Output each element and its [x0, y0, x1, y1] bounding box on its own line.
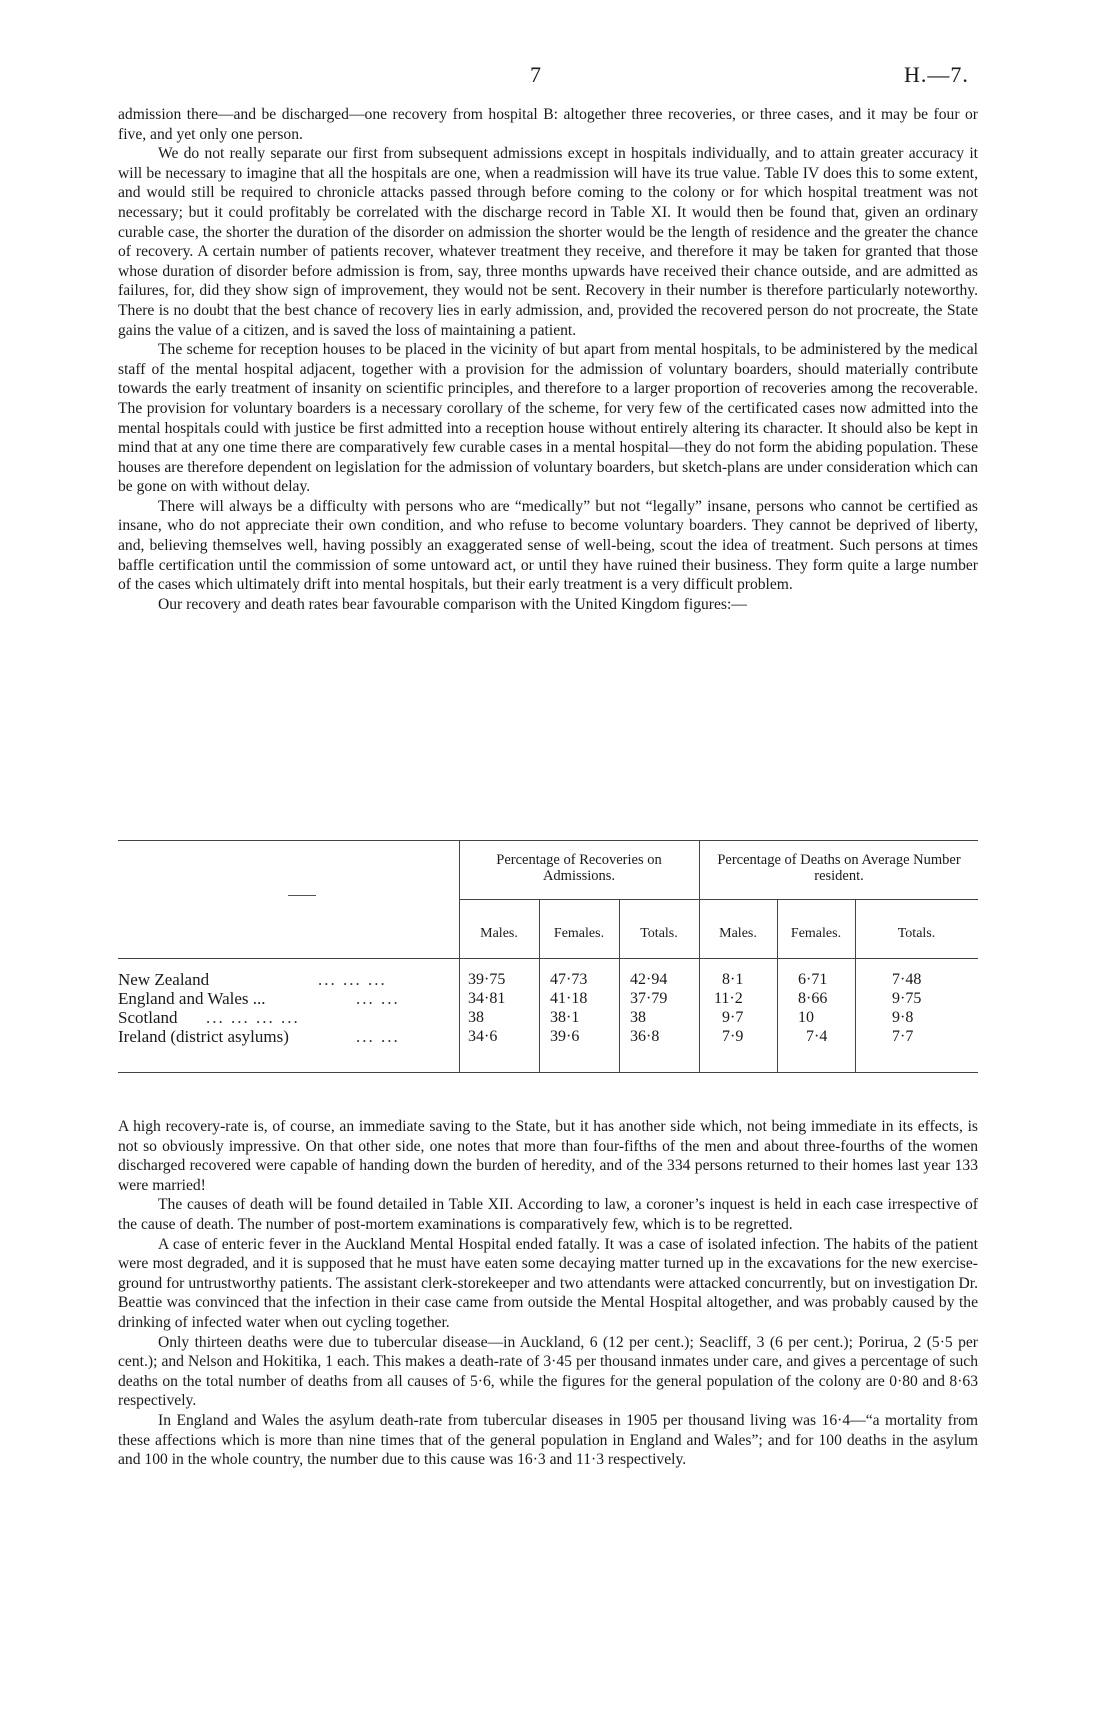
table-row-label: [118, 1008, 300, 1028]
table-cell: 9·7: [722, 1009, 744, 1026]
table-cell: 11·2: [714, 990, 743, 1007]
table-cell: 34·81: [468, 990, 506, 1007]
paragraph: We do not really separate our first from subsequent admissions except in hospitals individually, and to attain greater accuracy it will be necessary to imagine that all the hospitals are one, when a readmission will have its true value. Table IV does this to some extent, and would still be required to chronicle attacks passed through before coming to the colony or for which hospital treatment was not necessary; but it could profitably be correlated with the discharge record in Table XI. It would then be found that, given an ordinary curable case, the shorter the duration of the disorder on admission the shorter would be the length of residence and the greater the chance of recovery. A certain number of patients recover, whatever treatment they receive, and therefore it may be taken for granted that those whose duration of disorder before admission is from, say, three months upwards have received their chance outside, and are admitted as failures, for, did they show sign of improvement, they would not be sent. Recovery in their number is therefore particularly noteworthy. There is no doubt that the best chance of recovery lies in early admission, and, provided the recovered person do not procreate, the State gains the value of a citizen, and is saved the loss of maintaining a patient.: [118, 145, 978, 339]
table-cell: 6·71: [798, 971, 828, 988]
paragraph: admission there—and be discharged—one recovery from hospital B: altogether three recoveries, or three cases, and it may be four or five, and yet only one person.: [118, 106, 978, 143]
table-cell: 39·75: [468, 971, 506, 988]
paragraph: A high recovery-rate is, of course, an immediate saving to the State, but it has another side which, not being immediate in its effects, is not so obviously impressive. On that other side, one notes that more than four-fifths of the men and about three-fourths of the women discharged recovered were capable of handing down the burden of heredity, and of the 334 persons returned to their homes last year 133 were married!: [118, 1118, 978, 1194]
paragraph: Our recovery and death rates bear favourable comparison with the United Kingdom figures:—: [158, 595, 747, 613]
table-cell: 8·66: [798, 990, 828, 1007]
leader-dots: ... ... ... ...: [206, 1008, 300, 1027]
table-cell: 34·6: [468, 1028, 498, 1045]
paragraph: A case of enteric fever in the Auckland Mental Hospital ended fatally. It was a case of isolated infection. The habits of the patient were most degraded, and it is supposed that he must have eaten some decaying matter turned up in the excavations for the new exercise-ground for untrustworthy patients. The assistant clerk-storekeeper and two attendants were attacked concurrently, but on investigation Dr. Beattie was convinced that the infection in their case came from outside the Mental Hospital altogether, and was probably caused by the drinking of infected water when out cycling together.: [118, 1235, 978, 1331]
leader-dots: ... ... ...: [318, 970, 387, 989]
table-cell: 41·18: [550, 990, 588, 1007]
paragraph: In England and Wales the asylum death-rate from tubercular diseases in 1905 per thousand living was 16·4—“a mortality from these affections which is more than nine times that of the general population in England and Wales”; and for 100 deaths in the asylum and 100 in the whole country, the number due to this cause was 16·3 and 11·3 respectively.: [118, 1411, 978, 1469]
table-cell: 7·48: [892, 971, 922, 988]
table-cell: 9·8: [892, 1009, 914, 1026]
group-header-deaths: Percentage of Deaths on Average Number resident.: [717, 852, 961, 884]
paragraph: The scheme for reception houses to be placed in the vicinity of but apart from mental hospitals, to be administered by the medical staff of the mental hospital adjacent, together with a provision for the admission of voluntary boarders, should materially contribute towards the early treatment of insanity on scientific principles, and therefore to a larger proportion of recoveries among the recoverable. The provision for voluntary boarders is a necessary corollary of the scheme, for very few of the certificated cases now admitted into the mental hospitals could with justice be first admitted into a reception house without entirely altering its character. It should also be kept in mind that at any one time there are comparatively few curable cases in a mental hospital—they do not form the abiding population. These houses are therefore dependent on legislation for the admission of voluntary boarders, but sketch-plans are under consideration which can be gone on with without delay.: [118, 341, 978, 496]
table-cell: 37·79: [630, 990, 668, 1007]
table-cell: 7·7: [892, 1028, 914, 1045]
row-name: England and Wales ...: [118, 989, 266, 1008]
group-header-recoveries: Percentage of Recoveries on Admissions.: [496, 852, 662, 884]
column-header: Females.: [790, 926, 842, 941]
body-text-top: [118, 105, 978, 614]
table-cell: 39·6: [550, 1028, 580, 1045]
body-text-bottom: [118, 1117, 978, 1470]
column-header: Totals.: [640, 926, 678, 941]
table-cell: 38: [630, 1009, 646, 1026]
document-code: H.—7.: [904, 62, 969, 87]
table-cell: 7·9: [722, 1028, 744, 1045]
table-cell: 10: [798, 1009, 814, 1026]
table-cell: 42·94: [630, 971, 668, 988]
table-cell: 9·75: [892, 990, 922, 1007]
paragraph: The causes of death will be found detailed in Table XII. According to law, a coroner’s inquest is held in each case irrespective of the cause of death. The number of post-mortem examinations is comparatively few, which is to be regretted.: [118, 1196, 978, 1233]
table-bottom-rule: [118, 1072, 978, 1073]
table-row-label: [118, 1027, 400, 1047]
table-cell: 36·8: [630, 1028, 660, 1045]
column-divider: [699, 840, 700, 1073]
column-header: Totals.: [897, 926, 936, 941]
column-header: Females.: [553, 926, 605, 941]
column-header: Males.: [719, 926, 757, 941]
paragraph: There will always be a difficulty with persons who are “medically” but not “legally” insane, persons who cannot be certified as insane, who do not appreciate their own condition, and who refuse to become voluntary boarders. They cannot be deprived of liberty, and, believing themselves well, having possibly an exaggerated sense of well-being, scout the idea of treatment. Such persons at times baffle certification until the commission of some untoward act, or until they have ruined their business. They form quite a large number of the cases which ultimately drift into mental hospitals, but their early treatment is a very difficult problem.: [118, 497, 978, 594]
group-sub-rule: [459, 899, 978, 900]
leader-dots: ... ...: [356, 1027, 400, 1046]
row-name: Ireland (district asylums): [118, 1027, 289, 1046]
column-divider: [459, 840, 460, 1073]
row-name: New Zealand: [118, 970, 210, 989]
table-row-label: [118, 989, 400, 1009]
leader-dots: ... ...: [356, 989, 400, 1008]
stub-dash: [288, 895, 316, 896]
table-cell: 38·1: [550, 1009, 580, 1026]
row-name: Scotland: [118, 1008, 178, 1027]
table-cell: 38: [468, 1009, 484, 1026]
paragraph: Only thirteen deaths were due to tubercular disease—in Auckland, 6 (12 per cent.); Seacliff, 3 (6 per cent.); Porirua, 2 (5·5 per cent.); and Nelson and Hokitika, 1 each. This makes a death-rate of 3·45 per thousand inmates under care, and gives a percentage of such deaths on the total number of deaths from all causes of 5·6, while the figures for the general population of the colony are 0·80 and 8·63 respectively.: [118, 1333, 978, 1410]
table-row-label: [118, 970, 387, 990]
page-number: 7: [530, 62, 541, 87]
table-cell: 7·4: [806, 1028, 828, 1045]
table-header-rule: [118, 958, 978, 959]
table-cell: 8·1: [722, 971, 744, 988]
table-top-rule: [118, 840, 978, 841]
table-cell: 47·73: [550, 971, 588, 988]
rates-comparison-table: [118, 840, 978, 1073]
column-header: Males.: [480, 926, 518, 941]
